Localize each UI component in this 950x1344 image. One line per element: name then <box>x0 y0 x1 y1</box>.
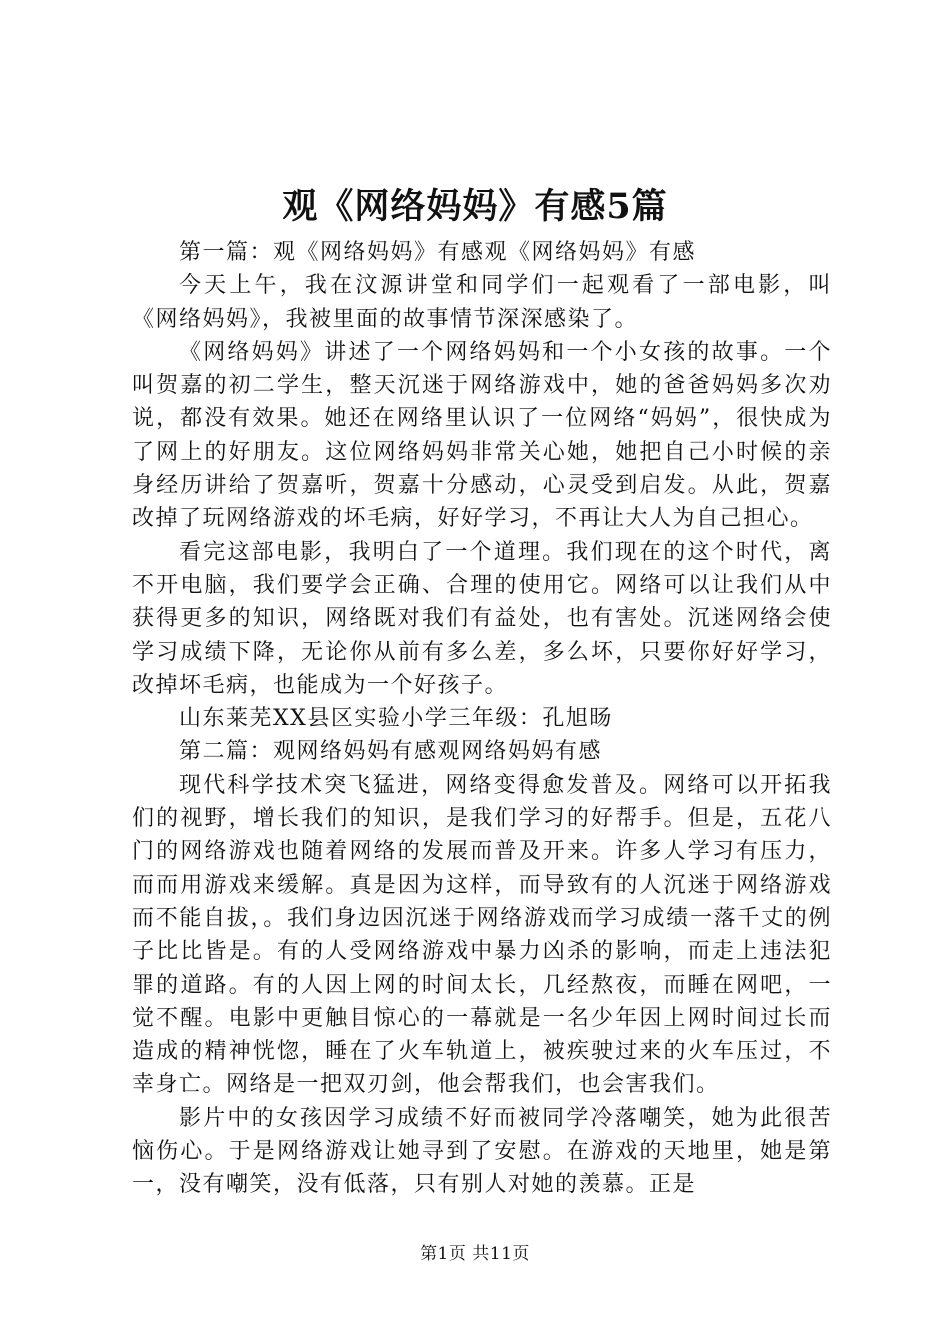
page-footer: 第1页 共11页 <box>420 1244 530 1264</box>
paragraph-4: 看完这部电影，我明白了一个道理。我们现在的这个时代，离不开电脑，我们要学会正确、合理的使用它。网络可以让我们从中获得更多的知识，网络既对我们有益处，也有害处。沉迷网络会使学习成绩下降，无论你从前有多么差，多么坏，只要你好好学习，改掉坏毛病，也能成为一个好孩子。 <box>132 539 832 698</box>
document-body <box>132 236 832 1202</box>
paragraph-3: 《网络妈妈》讲述了一个网络妈妈和一个小女孩的故事。一个叫贺嘉的初二学生，整天沉迷于网络游戏中，她的爸爸妈妈多次劝说，都没有效果。她还在网络里认识了一位网络“妈妈”，很快成为了网上的好朋友。这位网络妈妈非常关心她，她把自己小时候的亲身经历讲给了贺嘉听，贺嘉十分感动，心灵受到启发。从此，贺嘉改掉了玩网络游戏的坏毛病，好好学习，不再让大人为自己担心。 <box>132 339 832 532</box>
paragraph-7: 现代科学技术突飞猛进，网络变得愈发普及。网络可以开拓我们的视野，增长我们的知识，是我们学习的好帮手。但是，五花八门的网络游戏也随着网络的发展而普及开来。许多人学习有压力，而而用游戏来缓解。真是因为这样，而导致有的人沉迷于网络游戏而不能自拔，。我们身边因沉迷于网络游戏而学习成绩一落千丈的例子比比皆是。有的人受网络游戏中暴力凶杀的影响，而走上违法犯罪的道路。有的人因上网的时间太长，几经熬夜，而睡在网吧，一觉不醒。电影中更触目惊心的一幕就是一名少年因上网时间过长而造成的精神恍惚，睡在了火车轨道上，被疾驶过来的火车压过，不幸身亡。网络是一把双刃剑，他会帮我们，也会害我们。 <box>132 772 832 1098</box>
document-title: 观《网络妈妈》有感5篇 <box>282 186 668 227</box>
paragraph-2: 今天上午，我在汶源讲堂和同学们一起观看了一部电影，叫《网络妈妈》，我被里面的故事情节深深感染了。 <box>132 273 832 332</box>
author-line: 山东莱芜XX县区实验小学三年级：孔旭旸 <box>179 706 613 732</box>
paragraph-2-heading: 第二篇：观网络妈妈有感观网络妈妈有感 <box>179 739 603 765</box>
paragraph-1-heading: 第一篇：观《网络妈妈》有感观《网络妈妈》有感 <box>179 240 697 265</box>
paragraph-8: 影片中的女孩因学习成绩不好而被同学冷落嘲笑，她为此很苦恼伤心。于是网络游戏让她寻到了安慰。在游戏的天地里，她是第一，没有嘲笑，没有低落，只有别人对她的羡慕。正是 <box>132 1105 832 1198</box>
